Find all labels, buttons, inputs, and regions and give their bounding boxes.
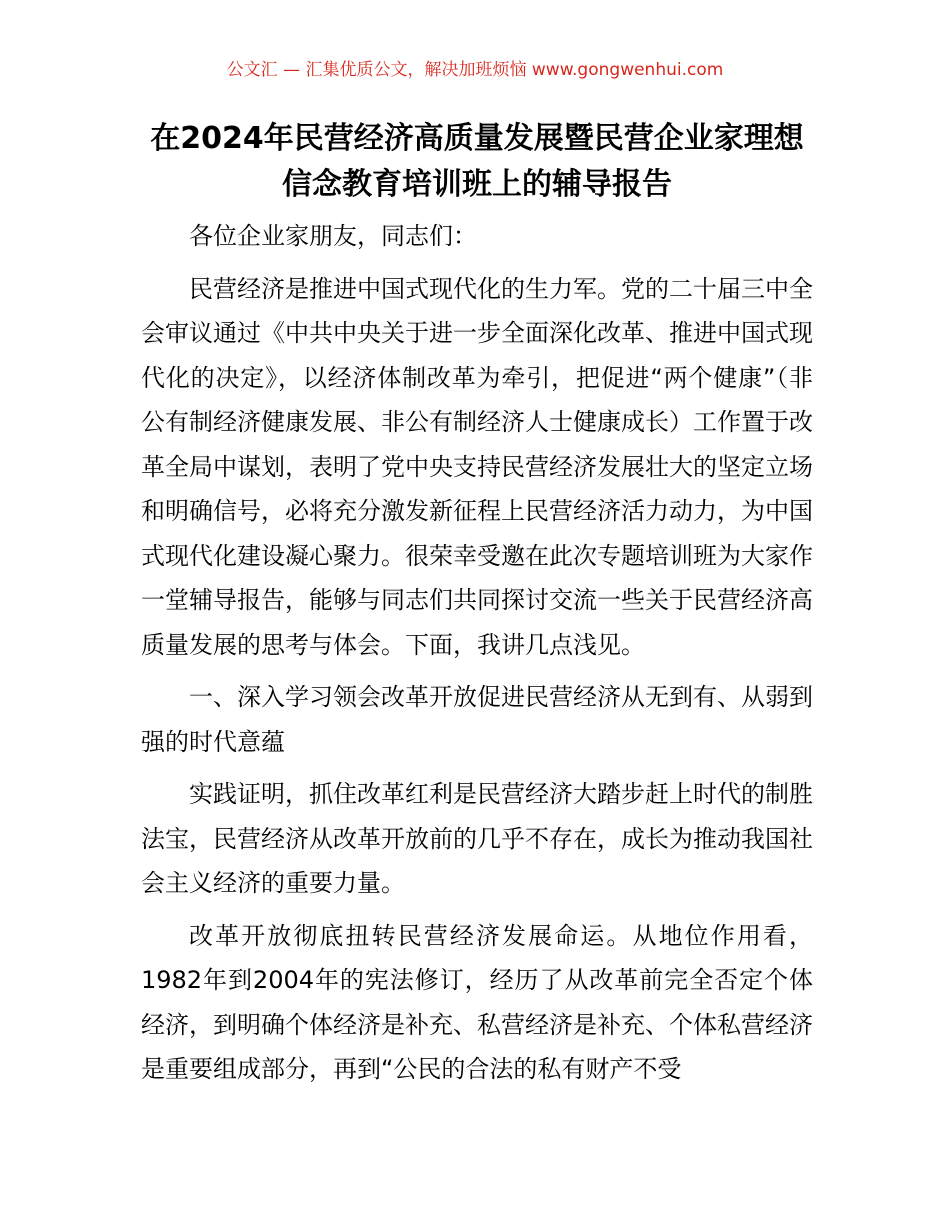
paragraph-practice: 实践证明，抓住改革红利是民营经济大踏步赶上时代的制胜法宝，民营经济从改革开放前的几乎不存在，成长为推动我国社会主义经济的重要力量。: [141, 780, 813, 897]
section-heading-1: 一、深入学习领会改革开放促进民营经济从无到有、从弱到强的时代意蕴: [141, 683, 813, 756]
salutation: 各位企业家朋友，同志们：: [189, 222, 477, 250]
site-header-banner: 公文汇 — 汇集优质公文，解决加班烦恼 www.gongwenhui.com: [226, 60, 724, 80]
paragraph-intro: 民营经济是推进中国式现代化的生力军。党的二十届三中全会审议通过《中共中央关于进一步全面深化改革、推进中国式现代化的决定》，以经济体制改革为牵引，把促进“两个健康”（非公有制经济健康发展、非公有制经济人士健康成长）工作置于改革全局中谋划，表明了党中央支持民营经济发展壮大的坚定立场和明确信号，必将充分激发新征程上民营经济活力动力，为中国式现代化建设凝心聚力。很荣幸受邀在此次专题培训班为大家作一堂辅导报告，能够与同志们共同探讨交流一些关于民营经济高质量发展的思考与体会。下面，我讲几点浅见。: [141, 274, 813, 659]
document-title: 在2024年民营经济高质量发展暨民营企业家理想信念教育培训班上的辅导报告: [150, 121, 804, 202]
paragraph-reform: 改革开放彻底扭转民营经济发展命运。从地位作用看，1982年到2004年的宪法修订，经历了从改革前完全否定个体经济，到明确个体经济是补充、私营经济是补充、个体私营经济是重要组成部分，再到“公民的合法的私有财产不受: [141, 921, 813, 1083]
document-body: [141, 214, 813, 1100]
